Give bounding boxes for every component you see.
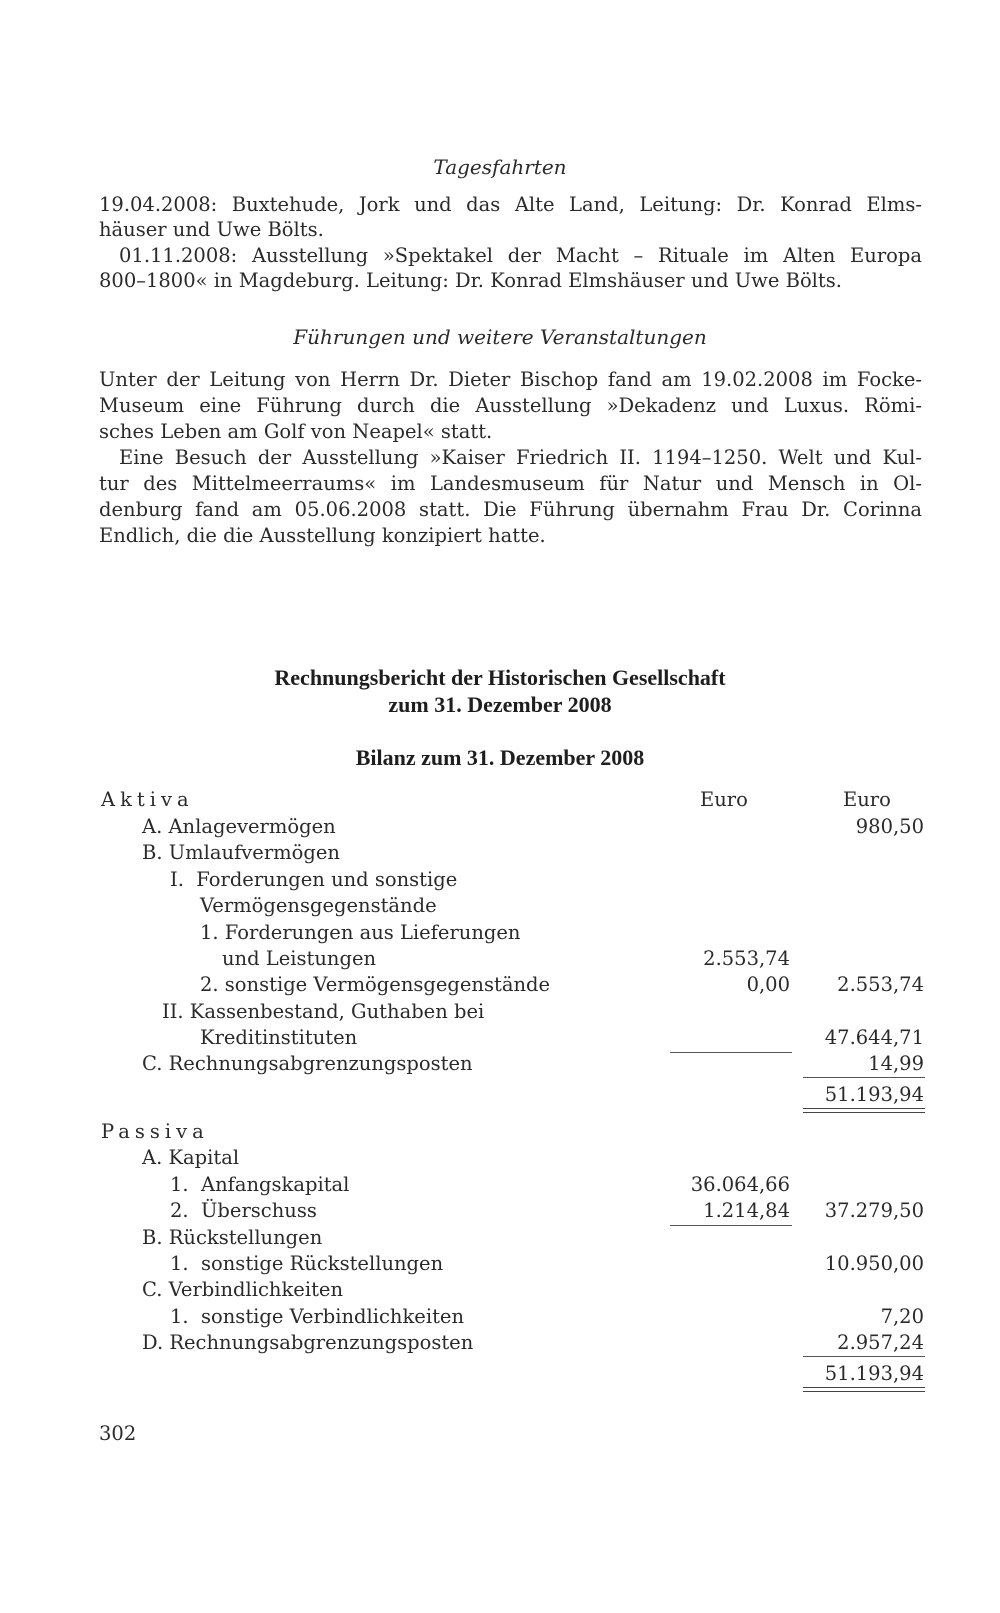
- aktiva-row-label: und Leistungen: [222, 947, 377, 970]
- passiva-row-label: 2. Überschuss: [170, 1199, 317, 1222]
- aktiva-row-label: Vermögensgegenstände: [200, 894, 437, 917]
- sum-rule: [803, 1356, 925, 1357]
- aktiva-row-value: 14,99: [868, 1052, 924, 1075]
- subtotal-rule: [670, 1225, 792, 1226]
- paragraph-line: 01.11.2008: Ausstellung »Spektakel der Macht – Rituale im Alten Europa: [119, 244, 922, 267]
- paragraph-line: Eine Besuch der Ausstellung »Kaiser Friedrich II. 1194–1250. Welt und Kul-: [119, 446, 922, 469]
- paragraph-line: Endlich, die die Ausstellung konzipiert hatte.: [99, 524, 546, 547]
- passiva-row-label: D. Rechnungsabgrenzungsposten: [142, 1331, 474, 1354]
- paragraph-line: 800–1800« in Magdeburg. Leitung: Dr. Konrad Elmshäuser und Uwe Bölts.: [99, 269, 842, 292]
- aktiva-row-value: 980,50: [855, 815, 924, 838]
- page-number: 302: [99, 1422, 137, 1445]
- paragraph-line: Museum eine Führung durch die Ausstellung »Dekadenz und Luxus. Römi-: [99, 394, 922, 417]
- total-double-rule: [803, 1387, 925, 1392]
- passiva-row-value: 2.957,24: [837, 1331, 924, 1354]
- aktiva-row-label: B. Umlaufvermögen: [142, 841, 340, 864]
- paragraph-line: Unter der Leitung von Herrn Dr. Dieter Bischop fand am 19.02.2008 im Focke-: [99, 368, 922, 391]
- subtotal-rule: [670, 1052, 792, 1053]
- passiva-row-value: 36.064,66: [690, 1173, 790, 1196]
- passiva-row-value: 1.214,84: [703, 1199, 790, 1222]
- passiva-row-label: 1. Anfangskapital: [170, 1173, 350, 1196]
- balance-title: Bilanz zum 31. Dezember 2008: [355, 745, 645, 770]
- aktiva-label: Aktiva: [101, 788, 194, 811]
- currency-header-col2: Euro: [843, 788, 891, 811]
- aktiva-row-label: II. Kassenbestand, Guthaben bei: [162, 1000, 485, 1023]
- paragraph-line: denburg fand am 05.06.2008 statt. Die Führung übernahm Frau Dr. Corinna: [99, 498, 922, 521]
- aktiva-row-value: 0,00: [746, 973, 790, 996]
- total-double-rule: [803, 1108, 925, 1113]
- report-title-date: zum 31. Dezember 2008: [388, 692, 612, 717]
- aktiva-row-value: 47.644,71: [824, 1026, 924, 1049]
- passiva-row-value: 7,20: [880, 1305, 924, 1328]
- passiva-row-label: C. Verbindlichkeiten: [142, 1278, 344, 1301]
- aktiva-row-label: 1. Forderungen aus Lieferungen: [200, 921, 521, 944]
- passiva-label: Passiva: [101, 1120, 209, 1143]
- passiva-total: 51.193,94: [824, 1362, 924, 1385]
- paragraph-line: tur des Mittelmeerraums« im Landesmuseum für Natur und Mensch in Ol-: [99, 472, 922, 495]
- passiva-row-value: 10.950,00: [824, 1252, 924, 1275]
- aktiva-row-label: Kreditinstituten: [200, 1026, 358, 1049]
- aktiva-row-label: A. Anlagevermögen: [142, 815, 336, 838]
- aktiva-row-value: 2.553,74: [703, 947, 790, 970]
- paragraph-line: sches Leben am Golf von Neapel« statt.: [99, 420, 493, 443]
- paragraph-line: 19.04.2008: Buxtehude, Jork und das Alte Land, Leitung: Dr. Konrad Elms-: [99, 193, 922, 216]
- heading-tagesfahrten: Tagesfahrten: [433, 155, 567, 179]
- heading-fuehrungen: Führungen und weitere Veranstaltungen: [293, 325, 707, 349]
- passiva-row-label: 1. sonstige Verbindlichkeiten: [170, 1305, 465, 1328]
- aktiva-row-label: C. Rechnungsabgrenzungsposten: [142, 1052, 473, 1075]
- passiva-row-label: B. Rückstellungen: [142, 1226, 323, 1249]
- passiva-row-label: 1. sonstige Rückstellungen: [170, 1252, 444, 1275]
- sum-rule: [803, 1077, 925, 1078]
- passiva-row-value: 37.279,50: [824, 1199, 924, 1222]
- passiva-row-label: A. Kapital: [142, 1146, 240, 1169]
- paragraph-line: häuser und Uwe Bölts.: [99, 218, 324, 241]
- report-title: Rechnungsbericht der Historischen Gesellschaft: [274, 665, 726, 690]
- currency-header-col1: Euro: [700, 788, 748, 811]
- aktiva-row-value: 2.553,74: [837, 973, 924, 996]
- aktiva-row-label: I. Forderungen und sonstige: [170, 868, 458, 891]
- aktiva-total: 51.193,94: [824, 1083, 924, 1106]
- aktiva-row-label: 2. sonstige Vermögensgegenstände: [200, 973, 551, 996]
